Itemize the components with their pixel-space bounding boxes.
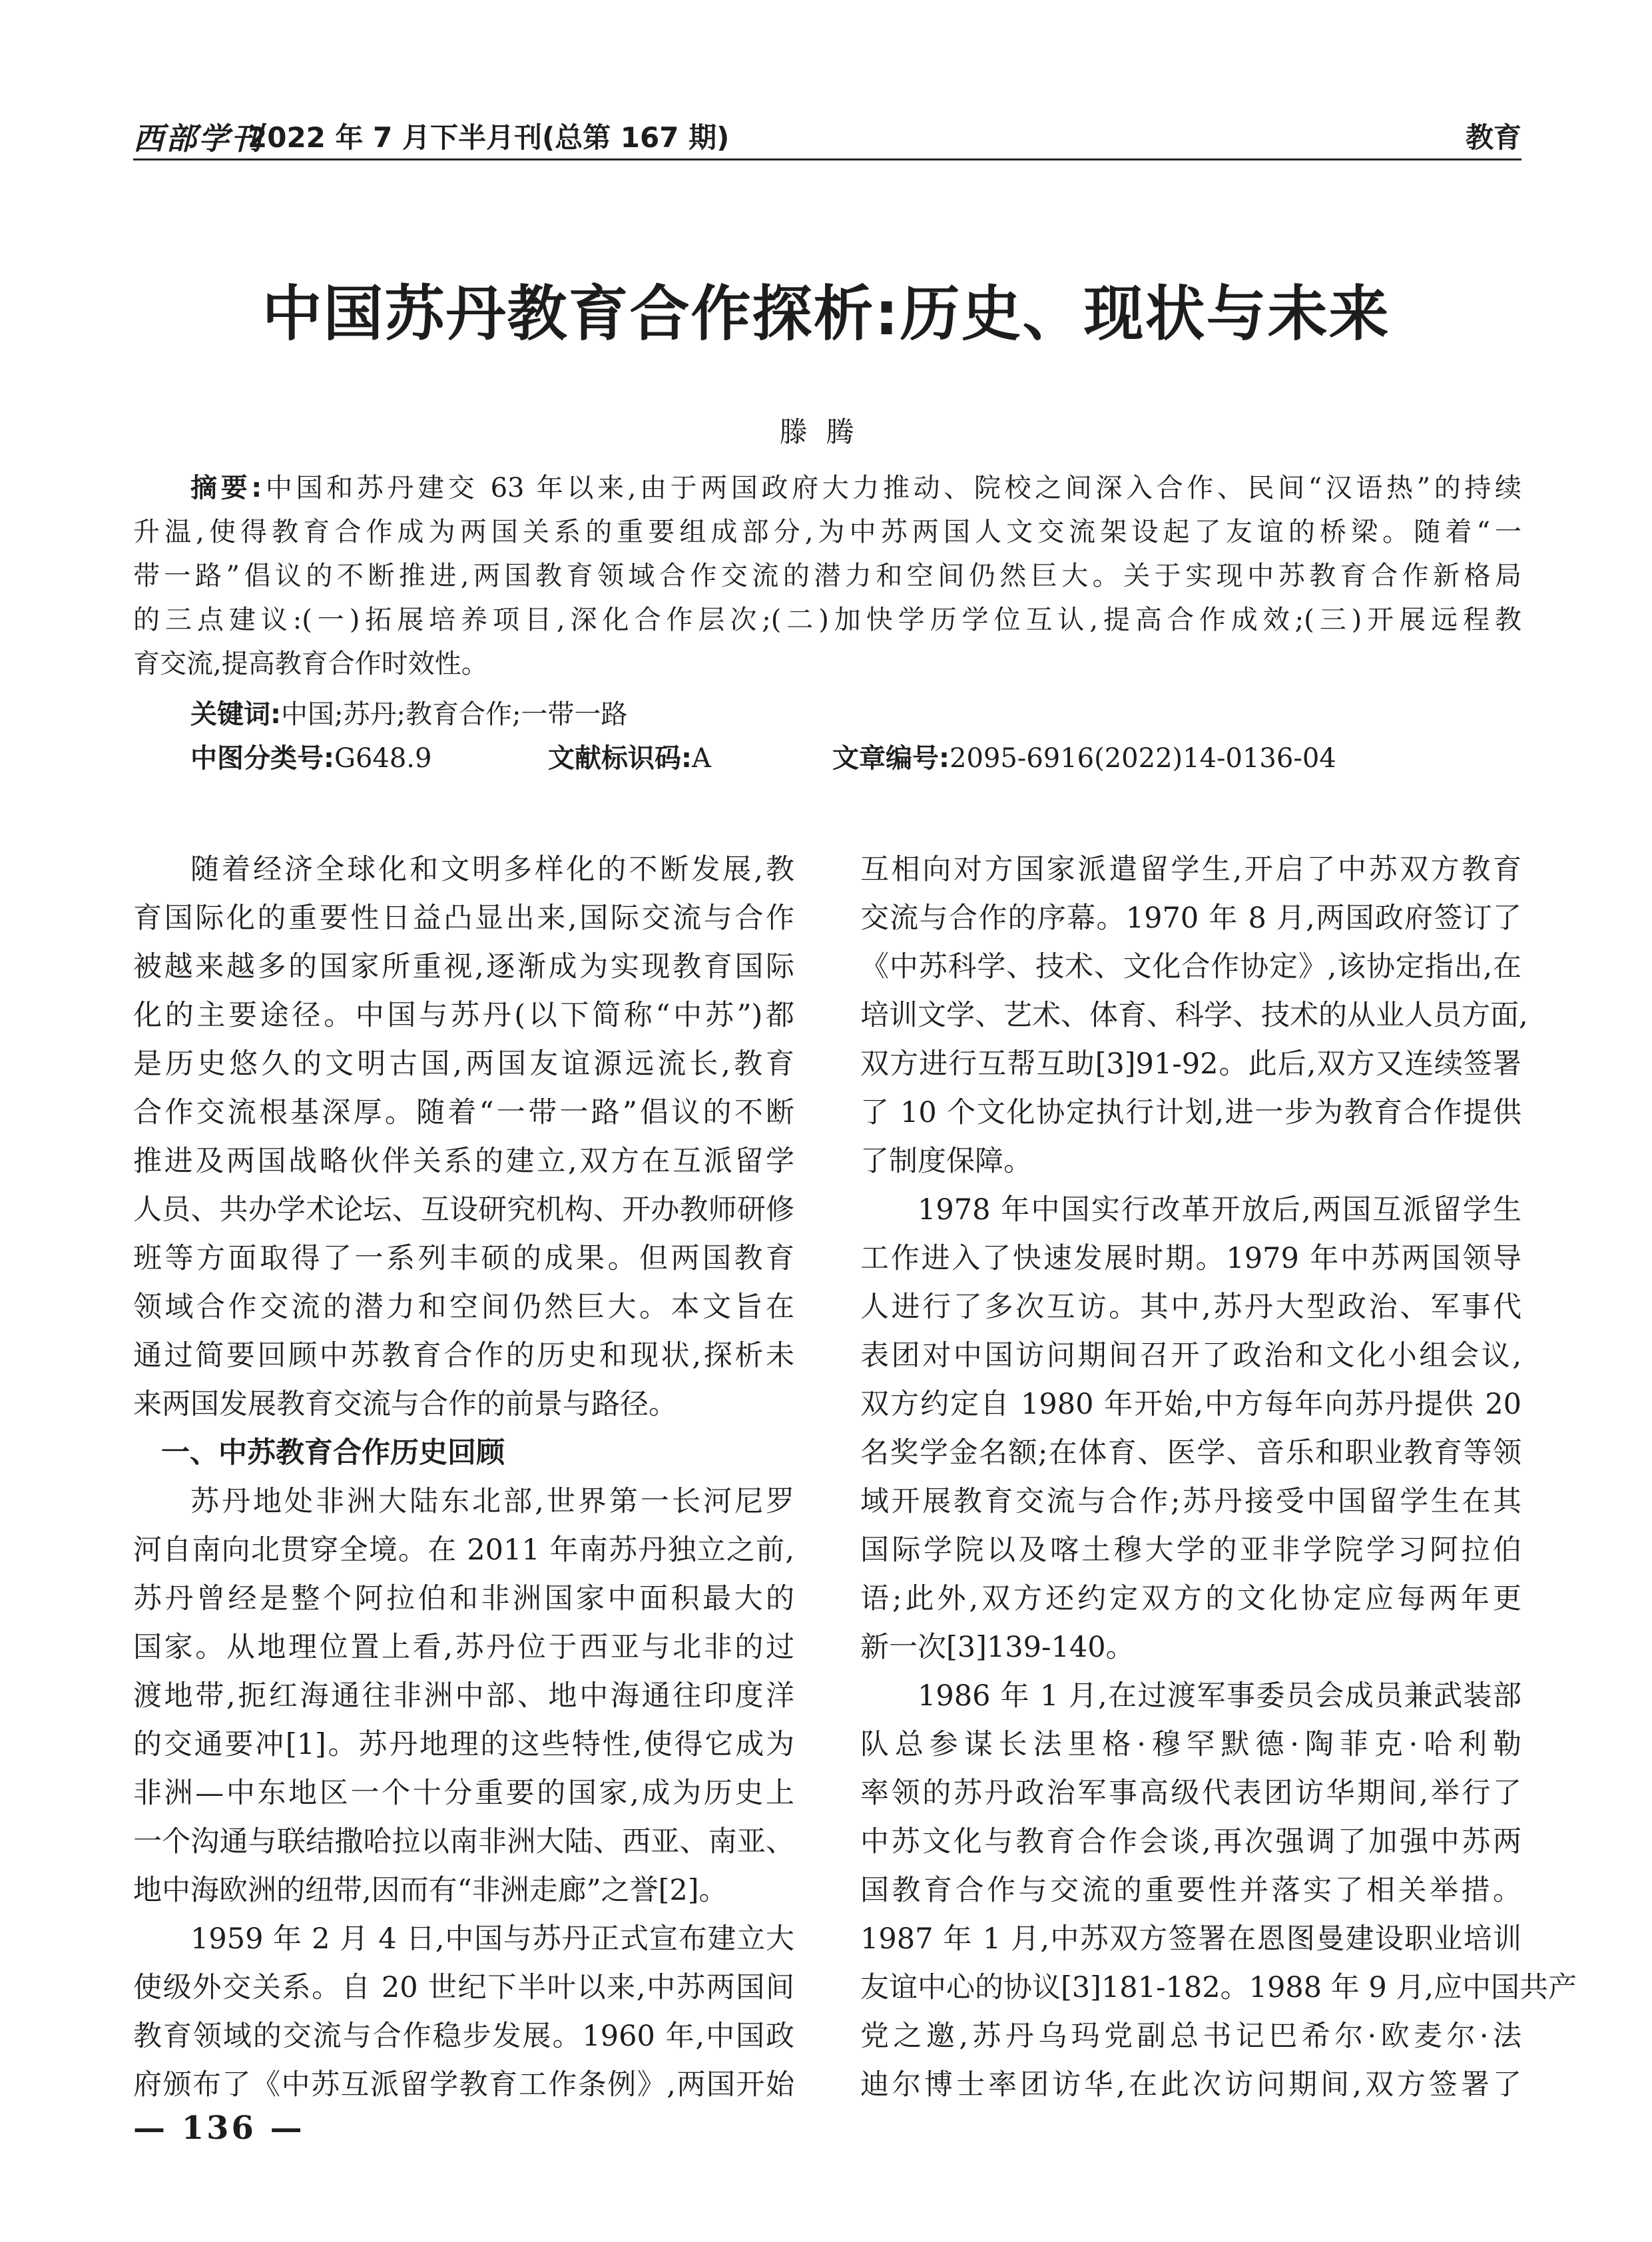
body-text-line: 的交通要冲[1]。苏丹地理的这些特性,使得它成为 xyxy=(133,1728,794,1761)
abstract-line: 摘要:中国和苏丹建交 63 年以来,由于两国政府大力推动、院校之间深入合作、民间“汉语热”的持续 xyxy=(190,473,1521,503)
body-text-line: 渡地带,扼红海通往非洲中部、地中海通往印度洋 xyxy=(133,1679,794,1713)
body-text-line: 名奖学金名额;在体育、医学、音乐和职业教育等领 xyxy=(860,1436,1521,1470)
body-text-line: 率领的苏丹政治军事高级代表团访华期间,举行了 xyxy=(860,1777,1521,1810)
body-text-line: 被越来越多的国家所重视,逐渐成为实现教育国际 xyxy=(133,950,794,983)
section-heading: 一、中苏教育合作历史回顾 xyxy=(161,1436,505,1470)
body-text-line: 队总参谋长法里格·穆罕默德·陶菲克·哈利勒 xyxy=(860,1728,1521,1761)
body-text-line: 培训文学、艺术、体育、科学、技术的从业人员方面, xyxy=(860,999,1528,1032)
body-text-line: 迪尔博士率团访华,在此次访问期间,双方签署了 xyxy=(860,2068,1521,2102)
abstract-line: 升温,使得教育合作成为两国关系的重要组成部分,为中苏两国人文交流架设起了友谊的桥梁。随着“一 xyxy=(133,517,1521,547)
body-text-line: 苏丹曾经是整个阿拉伯和非洲国家中面积最大的 xyxy=(133,1582,794,1615)
body-text-line: 域开展教育交流与合作;苏丹接受中国留学生在其 xyxy=(860,1485,1521,1518)
keywords xyxy=(133,693,627,736)
abstract-line: 的三点建议:(一)拓展培养项目,深化合作层次;(二)加快学历学位互认,提高合作成效;(三)开展远程教 xyxy=(133,605,1521,635)
article-id-value: 2095-6916(2022)14-0136-04 xyxy=(950,743,1336,774)
body-text-line: 表团对中国访问期间召开了政治和文化小组会议, xyxy=(860,1339,1521,1372)
body-text-line: 双方进行互帮互助[3]91-92。此后,双方又连续签署 xyxy=(860,1047,1521,1081)
body-text-line: 合作交流根基深厚。随着“一带一路”倡议的不断 xyxy=(133,1096,794,1129)
body-text-line: 语;此外,双方还约定双方的文化协定应每两年更 xyxy=(860,1582,1521,1615)
body-text-line: 教育领域的交流与合作稳步发展。1960 年,中国政 xyxy=(133,2020,794,2053)
clc-value: G648.9 xyxy=(334,743,432,774)
body-text-line: 友谊中心的协议[3]181-182。1988 年 9 月,应中国共产 xyxy=(860,1971,1577,2004)
body-text-line: 1987 年 1 月,中苏双方签署在恩图曼建设职业培训 xyxy=(860,1922,1521,1956)
body-text-line: 领域合作交流的潜力和空间仍然巨大。本文旨在 xyxy=(133,1290,794,1324)
body-text-line: 苏丹地处非洲大陆东北部,世界第一长河尼罗 xyxy=(190,1485,794,1518)
document-code-label: 文献标识码: xyxy=(548,743,692,774)
abstract-label: 摘要: xyxy=(190,473,262,503)
body-text-line: 推进及两国战略伙伴关系的建立,双方在互派留学 xyxy=(133,1145,794,1178)
abstract-line: 育交流,提高教育合作时效性。 xyxy=(133,649,488,679)
body-text-line: 使级外交关系。自 20 世纪下半叶以来,中苏两国间 xyxy=(133,1971,794,2004)
body-text-line: 工作进入了快速发展时期。1979 年中苏两国领导 xyxy=(860,1242,1521,1275)
body-text-line: 一个沟通与联结撒哈拉以南非洲大陆、西亚、南亚、 xyxy=(133,1825,794,1858)
body-text-line: 党之邀,苏丹乌玛党副总书记巴希尔·欧麦尔·法 xyxy=(860,2020,1521,2053)
body-text-line: 地中海欧洲的纽带,因而有“非洲走廊”之誉[2]。 xyxy=(133,1874,728,1907)
body-text-line: 新一次[3]139-140。 xyxy=(860,1631,1135,1664)
article-id xyxy=(832,736,1336,780)
keywords-value: 中国;苏丹;教育合作;一带一路 xyxy=(281,699,628,730)
article-id-label: 文章编号: xyxy=(832,743,950,774)
body-text-line: 来两国发展教育交流与合作的前景与路径。 xyxy=(133,1388,677,1421)
body-text-line: 化的主要途径。中国与苏丹(以下简称“中苏”)都 xyxy=(133,999,794,1032)
body-text-line: 1986 年 1 月,在过渡军事委员会成员兼武装部 xyxy=(918,1679,1521,1713)
clc-number xyxy=(133,736,431,780)
body-text-line: 1959 年 2 月 4 日,中国与苏丹正式宣布建立大 xyxy=(190,1922,794,1956)
body-text-line: 互相向对方国家派遣留学生,开启了中苏双方教育 xyxy=(860,853,1521,886)
body-text-line: 了制度保障。 xyxy=(860,1145,1032,1178)
body-text-line: 交流与合作的序幕。1970 年 8 月,两国政府签订了 xyxy=(860,902,1521,935)
issue-info: 2022 年 7 月下半月刊(总第 167 期) xyxy=(248,121,730,154)
body-text-line: 非洲—中东地区一个十分重要的国家,成为历史上 xyxy=(133,1777,794,1810)
body-text-line: 中苏文化与教育合作会谈,再次强调了加强中苏两 xyxy=(860,1825,1521,1858)
body-text-line: 河自南向北贯穿全境。在 2011 年南苏丹独立之前, xyxy=(133,1534,794,1567)
author-name: 滕腾 xyxy=(779,416,873,448)
journal-logo: 西部学刊 xyxy=(133,121,264,156)
body-text-line: 《中苏科学、技术、文化合作协定》,该协定指出,在 xyxy=(860,950,1521,983)
body-text-line: 1978 年中国实行改革开放后,两国互派留学生 xyxy=(918,1193,1521,1227)
running-header xyxy=(133,112,1521,158)
body-text-line: 国际学院以及喀土穆大学的亚非学院学习阿拉伯 xyxy=(860,1534,1521,1567)
body-text-line: 国家。从地理位置上看,苏丹位于西亚与北非的过 xyxy=(133,1631,794,1664)
abstract-line: 带一路”倡议的不断推进,两国教育领域合作交流的潜力和空间仍然巨大。关于实现中苏教育合作新格局 xyxy=(133,561,1521,591)
body-text-line: 府颁布了《中苏互派留学教育工作条例》,两国开始 xyxy=(133,2068,794,2102)
body-text-line: 育国际化的重要性日益凸显出来,国际交流与合作 xyxy=(133,902,794,935)
body-text-line: 了 10 个文化协定执行计划,进一步为教育合作提供 xyxy=(860,1096,1521,1129)
body-text-line: 随着经济全球化和文明多样化的不断发展,教 xyxy=(190,853,794,886)
body-text-line: 通过简要回顾中苏教育合作的历史和现状,探析未 xyxy=(133,1339,794,1372)
header-rule xyxy=(133,158,1521,160)
document-code xyxy=(548,736,711,780)
document-code-value: A xyxy=(692,743,711,774)
keywords-label: 关键词: xyxy=(190,699,281,730)
body-text-line: 人进行了多次互访。其中,苏丹大型政治、军事代 xyxy=(860,1290,1521,1324)
body-text-line: 是历史悠久的文明古国,两国友谊源远流长,教育 xyxy=(133,1047,794,1081)
article-title: 中国苏丹教育合作探析:历史、现状与未来 xyxy=(262,279,1390,349)
section-name: 教育 xyxy=(1465,121,1521,154)
body-text-line: 人员、共办学术论坛、互设研究机构、开办教师研修 xyxy=(133,1193,794,1227)
page-number: — 136 — xyxy=(133,2109,305,2147)
body-text-line: 双方约定自 1980 年开始,中方每年向苏丹提供 20 xyxy=(860,1388,1521,1421)
body-text-line: 国教育合作与交流的重要性并落实了相关举措。 xyxy=(860,1874,1521,1907)
body-text-line: 班等方面取得了一系列丰硕的成果。但两国教育 xyxy=(133,1242,794,1275)
clc-label: 中图分类号: xyxy=(190,743,334,774)
